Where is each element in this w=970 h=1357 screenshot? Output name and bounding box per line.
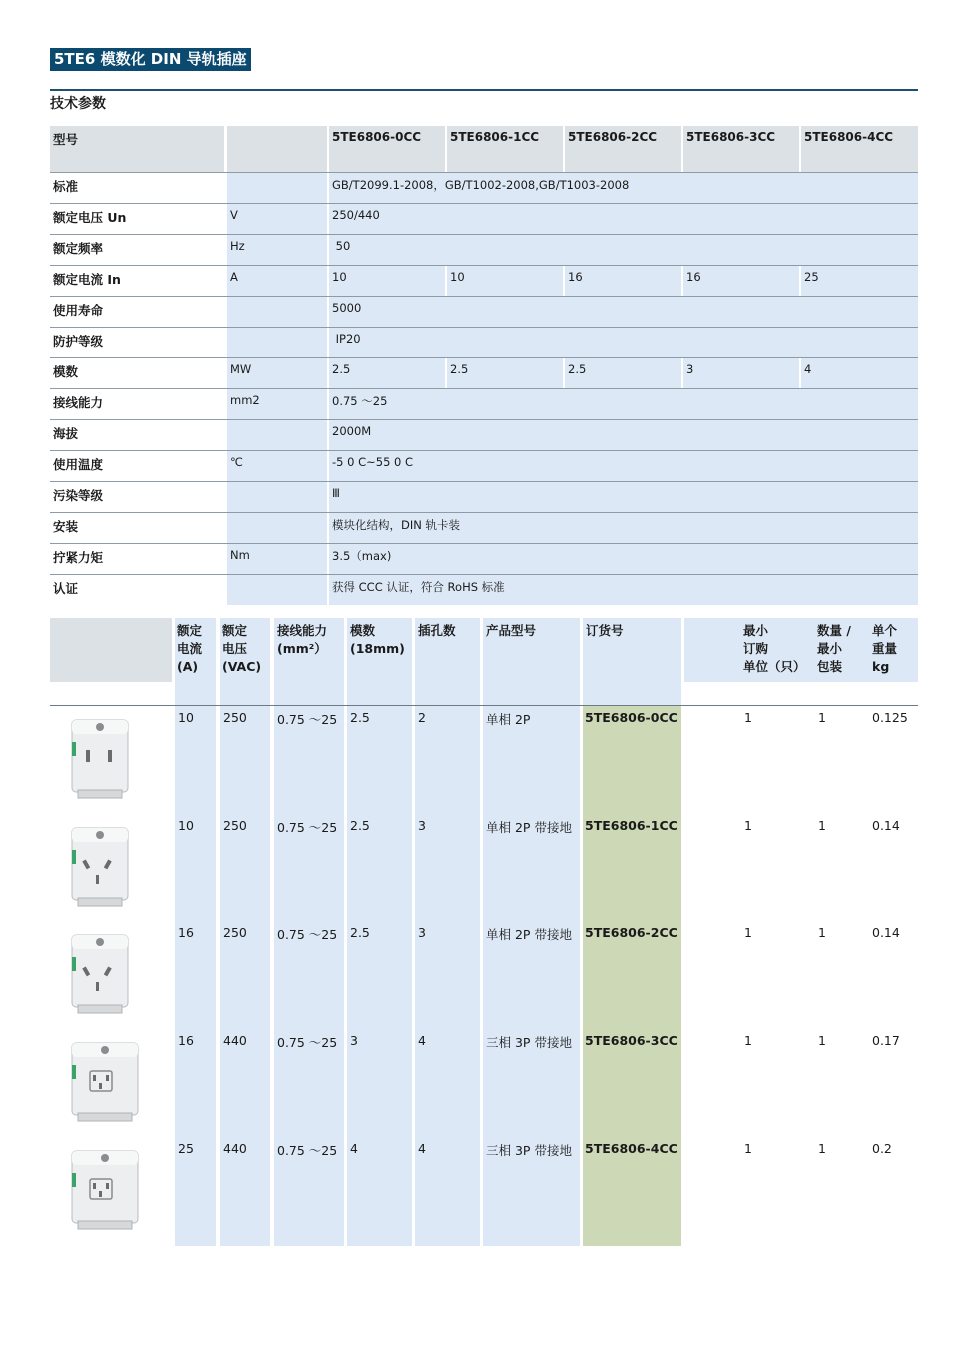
spec-header-model: 5TE6806-3CC <box>683 126 799 172</box>
order-weight: 0.14 <box>872 817 900 833</box>
spec-unit: V <box>227 204 327 234</box>
spec-row-divider <box>50 172 918 173</box>
spec-label: 使用温度 <box>53 457 104 473</box>
spec-label: 接线能力 <box>53 395 104 411</box>
order-pack: 1 <box>818 1140 826 1156</box>
spec-value: GB/T2099.1-2008，GB/T1002-2008,GB/T1003-2008 <box>329 173 918 203</box>
order-model: 单相 2P 带接地 <box>486 819 572 835</box>
spec-unit <box>227 513 327 543</box>
order-model: 单相 2P 带接地 <box>486 927 572 943</box>
spec-value: 3.5（max) <box>329 544 918 574</box>
order-current: 10 <box>178 710 194 725</box>
order-current: 16 <box>178 1033 194 1049</box>
order-wiring: 0.75 ～25 <box>277 1142 338 1158</box>
header-holes: 插孔数 <box>418 623 456 638</box>
spec-row <box>50 544 918 574</box>
spec-row-divider <box>50 450 918 451</box>
spec-row <box>50 235 918 265</box>
spec-unit: MW <box>227 358 327 388</box>
spec-row <box>50 482 918 512</box>
spec-label: 额定频率 <box>53 240 104 256</box>
spec-unit <box>227 420 327 450</box>
order-number: 5TE6806-3CC <box>585 1033 678 1049</box>
order-pack: 1 <box>818 1033 826 1049</box>
order-wiring: 0.75 ～25 <box>277 927 338 943</box>
order-voltage: 440 <box>223 1140 247 1156</box>
socket-product-image <box>68 712 142 802</box>
order-min-unit: 1 <box>744 710 752 725</box>
order-voltage: 250 <box>223 925 247 941</box>
section-heading: 技术参数 <box>50 96 106 112</box>
spec-label: 额定电流 In <box>53 271 121 287</box>
spec-value: 4 <box>801 358 918 388</box>
col-bg-image-head <box>50 618 172 682</box>
socket-product-image <box>68 820 142 910</box>
spec-value: 10 <box>329 266 445 296</box>
header-min-unit: 最小 订购 单位（只） <box>743 623 806 674</box>
spec-row-divider <box>50 357 918 358</box>
order-min-unit: 1 <box>744 1140 752 1156</box>
spec-unit: A <box>227 266 327 296</box>
spec-unit <box>227 575 327 605</box>
spec-row <box>50 389 918 419</box>
spec-unit: Nm <box>227 544 327 574</box>
spec-row <box>50 266 918 296</box>
order-weight: 0.14 <box>872 925 900 941</box>
spec-header-label: 型号 <box>50 126 224 172</box>
spec-row-divider <box>50 296 918 297</box>
spec-unit <box>227 328 327 358</box>
spec-unit: Hz <box>227 235 327 265</box>
socket-product-image <box>68 1143 142 1233</box>
spec-label: 使用寿命 <box>53 302 104 318</box>
header-voltage: 额定 电压 (VAC) <box>222 623 262 674</box>
order-holes: 4 <box>418 1140 426 1156</box>
order-holes: 3 <box>418 817 426 833</box>
order-pack: 1 <box>818 710 826 725</box>
order-min-unit: 1 <box>744 817 752 833</box>
order-module: 2.5 <box>350 925 370 941</box>
spec-row <box>50 575 918 605</box>
spec-value: IP20 <box>329 328 918 358</box>
order-weight: 0.125 <box>872 710 908 725</box>
order-module: 3 <box>350 1033 358 1049</box>
spec-row-divider <box>50 265 918 266</box>
spec-header-model: 5TE6806-1CC <box>447 126 563 172</box>
spec-unit <box>227 482 327 512</box>
spec-value: 获得 CCC 认证，符合 RoHS 标准 <box>329 575 918 605</box>
spec-value: 5000 <box>329 297 918 327</box>
table-row <box>50 818 918 918</box>
spec-row-divider <box>50 481 918 482</box>
spec-header-model: 5TE6806-0CC <box>329 126 445 172</box>
order-table <box>50 618 918 1248</box>
order-holes: 3 <box>418 925 426 941</box>
order-wiring: 0.75 ～25 <box>277 819 338 835</box>
spec-unit: mm2 <box>227 389 327 419</box>
spec-row-divider <box>50 512 918 513</box>
order-min-unit: 1 <box>744 925 752 941</box>
spec-row-divider <box>50 419 918 420</box>
spec-header-model: 5TE6806-2CC <box>565 126 681 172</box>
spec-value: 10 <box>447 266 563 296</box>
spec-value: 250/440 <box>329 204 918 234</box>
header-order: 订货号 <box>586 623 624 638</box>
socket-product-image <box>68 1035 142 1125</box>
spec-row <box>50 358 918 388</box>
order-voltage: 250 <box>223 817 247 833</box>
spec-value: -5 0 C~55 0 C <box>329 451 918 481</box>
spec-value: 2.5 <box>329 358 445 388</box>
order-weight: 0.2 <box>872 1140 892 1156</box>
order-number: 5TE6806-0CC <box>585 710 678 725</box>
spec-header-model: 5TE6806-4CC <box>801 126 918 172</box>
section-divider <box>50 89 918 91</box>
spec-row-divider <box>50 574 918 575</box>
order-pack: 1 <box>818 925 826 941</box>
order-voltage: 250 <box>223 710 247 725</box>
spec-row <box>50 513 918 543</box>
spec-row-divider <box>50 388 918 389</box>
spec-header-unit <box>227 126 327 172</box>
spec-value: 2.5 <box>565 358 681 388</box>
spec-value: 25 <box>801 266 918 296</box>
spec-row <box>50 451 918 481</box>
order-model: 单相 2P <box>486 712 531 727</box>
page-title: 5TE6 模数化 DIN 导轨插座 <box>50 48 251 71</box>
spec-label: 污染等级 <box>53 488 104 503</box>
header-wiring: 接线能力 (mm²） <box>277 623 328 656</box>
spec-value: 3 <box>683 358 799 388</box>
table-row <box>50 1033 918 1133</box>
order-min-unit: 1 <box>744 1033 752 1049</box>
order-wiring: 0.75 ～25 <box>277 1035 338 1051</box>
spec-label: 海拔 <box>53 426 79 442</box>
spec-row <box>50 204 918 234</box>
order-module: 2.5 <box>350 710 370 725</box>
header-pack: 数量 / 最小 包装 <box>817 623 851 674</box>
spec-value: 50 <box>329 235 918 265</box>
spec-value: 0.75 ～25 <box>329 389 918 419</box>
spec-unit <box>227 297 327 327</box>
spec-unit: ℃ <box>227 451 327 481</box>
spec-header-row <box>50 126 918 172</box>
spec-row-divider <box>50 327 918 328</box>
order-model: 三相 3P 带接地 <box>486 1035 572 1051</box>
spec-value: 2.5 <box>447 358 563 388</box>
spec-row <box>50 420 918 450</box>
order-header-rule <box>50 705 918 706</box>
header-module: 模数 (18mm) <box>350 623 405 656</box>
spec-label: 标准 <box>53 179 79 194</box>
spec-row <box>50 173 918 203</box>
order-number: 5TE6806-1CC <box>585 817 678 833</box>
order-voltage: 440 <box>223 1033 247 1049</box>
order-number: 5TE6806-2CC <box>585 925 678 941</box>
order-holes: 4 <box>418 1033 426 1049</box>
socket-product-image <box>68 927 142 1017</box>
spec-value: 16 <box>565 266 681 296</box>
spec-label: 防护等级 <box>53 333 104 349</box>
spec-value: 2000M <box>329 420 918 450</box>
order-module: 4 <box>350 1140 358 1156</box>
header-model: 产品型号 <box>486 623 537 638</box>
header-current: 额定 电流 (A) <box>177 623 203 674</box>
spec-row-divider <box>50 234 918 235</box>
spec-row <box>50 297 918 327</box>
spec-row-divider <box>50 203 918 204</box>
spec-label: 认证 <box>53 580 79 596</box>
spec-value: Ⅲ <box>329 482 918 512</box>
order-pack: 1 <box>818 817 826 833</box>
spec-unit <box>227 173 327 203</box>
order-wiring: 0.75 ～25 <box>277 712 338 727</box>
order-holes: 2 <box>418 710 426 725</box>
spec-row <box>50 328 918 358</box>
order-weight: 0.17 <box>872 1033 900 1049</box>
order-module: 2.5 <box>350 817 370 833</box>
spec-value: 16 <box>683 266 799 296</box>
order-current: 10 <box>178 817 194 833</box>
order-model: 三相 3P 带接地 <box>486 1142 572 1158</box>
order-current: 16 <box>178 925 194 941</box>
spec-label: 模数 <box>53 364 79 380</box>
order-current: 25 <box>178 1140 194 1156</box>
spec-row-divider <box>50 543 918 544</box>
table-row <box>50 925 918 1025</box>
order-number: 5TE6806-4CC <box>585 1140 678 1156</box>
header-weight: 单个 重量 kg <box>872 623 898 674</box>
table-row <box>50 1141 918 1241</box>
table-row <box>50 710 918 810</box>
spec-label: 安装 <box>53 518 79 534</box>
spec-value: 模块化结构，DIN 轨卡装 <box>329 513 918 543</box>
spec-label: 额定电压 Un <box>53 209 127 225</box>
spec-label: 拧紧力矩 <box>53 549 104 565</box>
